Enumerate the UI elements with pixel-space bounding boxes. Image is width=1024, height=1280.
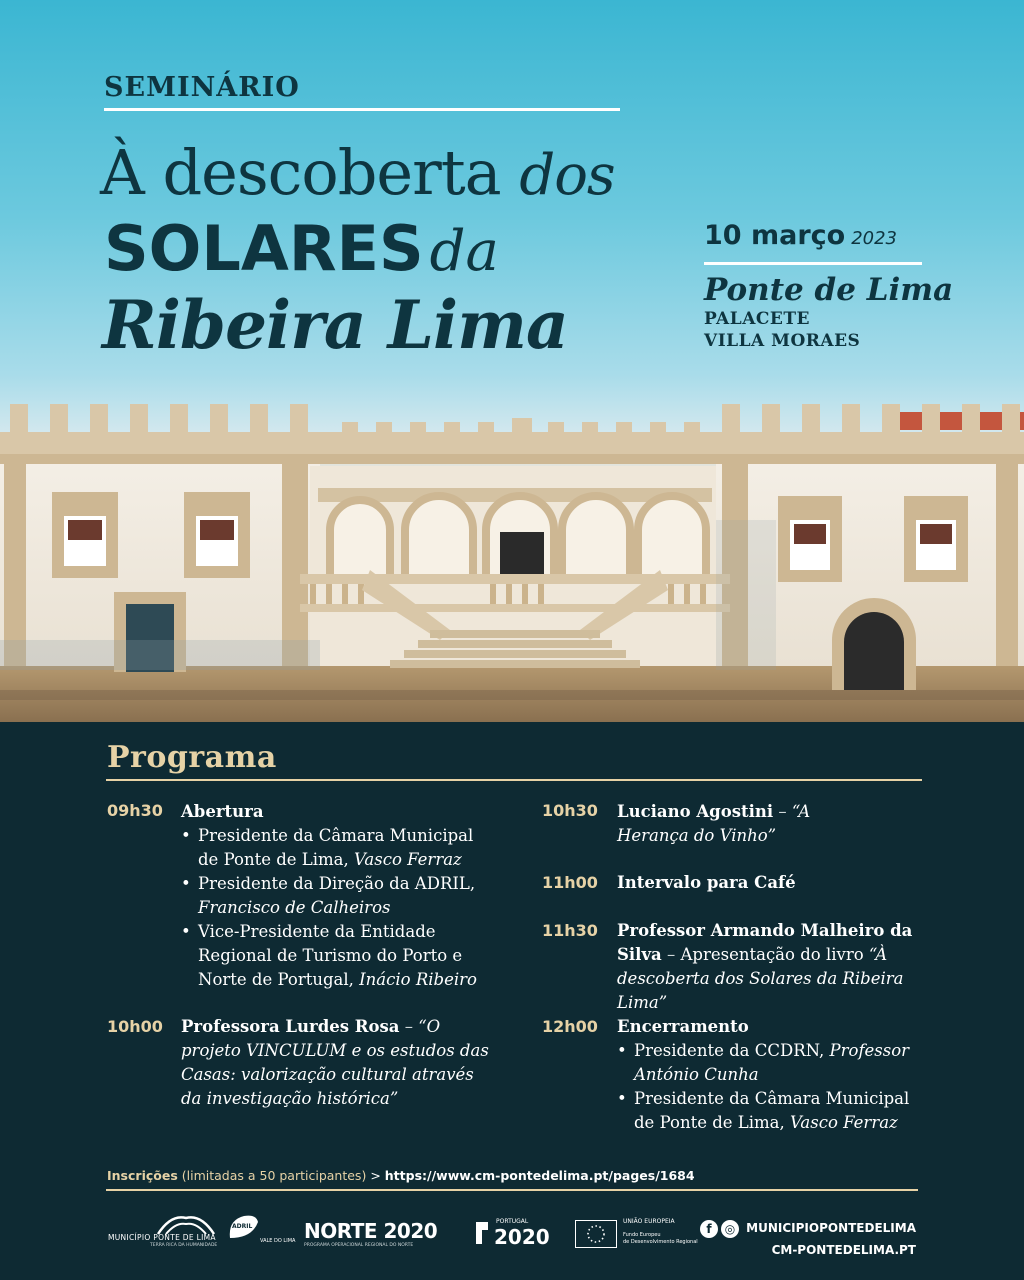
date-main: 10 março [704, 220, 846, 251]
time-1030: 10h30 [542, 801, 598, 820]
talk-title: “O projeto VINCULUM e os estudos das Casas: valorização cultural através da investigação histórica” [181, 1017, 489, 1108]
eu-label: UNIÃO EUROPEIA [623, 1218, 675, 1225]
social-handle-row [700, 1217, 916, 1239]
item-heading: Professora Lurdes Rosa [181, 1017, 400, 1036]
portugal-year: 2020 [494, 1225, 550, 1249]
registration-link[interactable]: https://www.cm-pontedelima.pt/pages/1684 [384, 1168, 695, 1183]
venue-line-1: PALACETE [704, 309, 810, 329]
item-heading: Luciano Agostini [617, 802, 774, 821]
event-venue [704, 308, 860, 352]
program-divider [106, 779, 922, 781]
list-item: • Presidente da Direção da ADRIL, Francisco de Calheiros [181, 872, 491, 920]
time-1130: 11h30 [542, 921, 598, 940]
registration-line [107, 1168, 695, 1183]
speaker-list [181, 824, 491, 992]
municipio-name: MUNICÍPIO PONTE DE LIMA [108, 1233, 216, 1242]
event-place: Ponte de Lima [704, 272, 954, 308]
time-0930: 09h30 [107, 801, 163, 820]
title-line-1 [100, 136, 615, 209]
social-block [700, 1217, 916, 1261]
program-item-malheiro: Professor Armando Malheiro da Silva – Apresentação do livro “À descoberta dos Solares da Ribeira Lima” [617, 921, 913, 1012]
time-1000: 10h00 [107, 1017, 163, 1036]
registration-note: (limitadas a 50 participantes) [181, 1168, 367, 1183]
portugal2020-logo [474, 1218, 564, 1250]
list-item: • Vice-Presidente da Entidade Regional de Turismo do Porto e Norte de Portugal, Inácio Ribeiro [181, 920, 491, 992]
eu-logo [575, 1218, 698, 1250]
footer-divider [106, 1189, 918, 1191]
date-divider [704, 262, 922, 265]
facebook-icon[interactable]: f [700, 1220, 718, 1238]
municipio-tagline: TERRA RICA DA HUMANIDADE [150, 1243, 218, 1248]
instagram-icon[interactable]: ◎ [721, 1220, 739, 1238]
website-link[interactable]: CM-PONTEDELIMA.PT [771, 1243, 916, 1257]
talk-title: “À descoberta dos Solares da Ribeira Lima” [617, 945, 904, 1012]
program-item-agostini: Luciano Agostini – “A Herança do Vinho” [617, 802, 811, 845]
venue-line-2: VILLA MORAES [704, 331, 861, 351]
eu-fund-line2: de Desenvolvimento Regional [623, 1239, 698, 1245]
norte-tagline: PROGRAMA OPERACIONAL REGIONAL DO NORTE [304, 1243, 414, 1248]
norte-name: NORTE 2020 [304, 1219, 438, 1243]
registration-label: Inscrições [107, 1168, 178, 1183]
time-1200: 12h00 [542, 1017, 598, 1036]
adril-name: ADRIL [232, 1223, 253, 1230]
title-line-3: Ribeira Lima [102, 286, 568, 364]
title-italic-word-2: da [429, 219, 499, 284]
arrow-text: > [370, 1168, 381, 1183]
adril-logo [226, 1212, 296, 1256]
talk-title: “A Herança do Vinho” [617, 802, 811, 845]
item-heading: Abertura [181, 802, 264, 821]
title-line-2 [104, 212, 499, 285]
program-item-lurdes-rosa: Professora Lurdes Rosa – “O projeto VINCULUM e os estudos das Casas: valorização cultural através da investigação histórica” [181, 1017, 489, 1108]
date-year: 2023 [851, 228, 898, 249]
adril-tagline: VALE DO LIMA [260, 1238, 296, 1244]
list-item: • Presidente da Câmara Municipal de Ponte de Lima, Vasco Ferraz [617, 1087, 922, 1135]
speaker-list [617, 1039, 922, 1135]
kicker-divider [104, 108, 620, 111]
title-bold-word: SOLARES [104, 212, 424, 285]
program-item-cafe [617, 871, 917, 895]
event-kicker: SEMINÁRIO [104, 72, 300, 103]
program-item-encerramento [617, 1015, 922, 1135]
list-item: • Presidente da CCDRN, Professor António Cunha [617, 1039, 922, 1087]
social-handle[interactable]: MUNICIPIOPONTEDELIMA [746, 1221, 916, 1235]
list-item: • Presidente da Câmara Municipal de Ponte de Lima, Vasco Ferraz [181, 824, 491, 872]
eu-flag-icon [575, 1220, 617, 1248]
title-main-text: À descoberta [100, 136, 501, 209]
item-heading: Encerramento [617, 1017, 749, 1036]
item-heading: Intervalo para Café [617, 873, 796, 892]
time-1100: 11h00 [542, 873, 598, 892]
norte2020-logo [304, 1219, 437, 1248]
title-italic-word: dos [519, 143, 615, 208]
portugal-label: PORTUGAL [496, 1218, 529, 1225]
portugal-mark-icon [474, 1220, 492, 1246]
event-date [704, 220, 897, 251]
item-heading: Professor Armando Malheiro da Silva [617, 921, 913, 964]
program-item-abertura [181, 800, 491, 992]
program-title: Programa [107, 740, 277, 775]
eu-fund-line1: Fundo Europeu [623, 1232, 661, 1238]
